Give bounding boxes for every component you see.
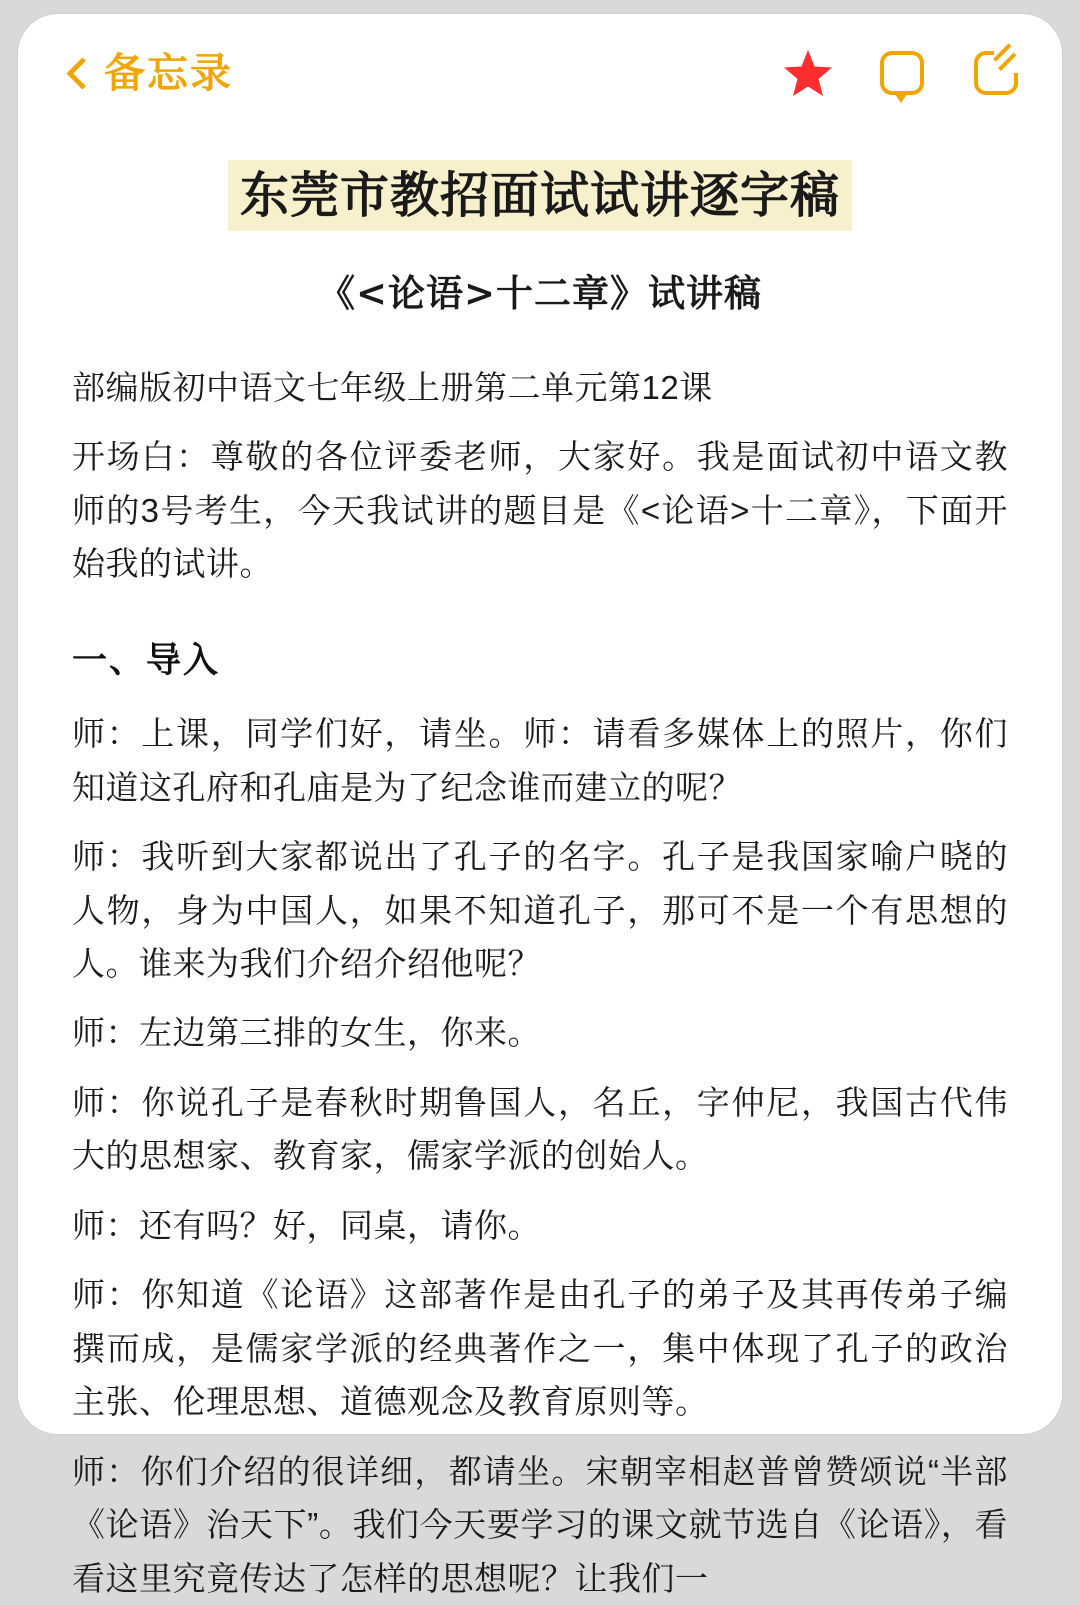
- back-button[interactable]: [64, 49, 233, 96]
- star-icon: [783, 49, 833, 97]
- comment-bubble-icon: [880, 51, 924, 95]
- favorite-button[interactable]: [782, 47, 834, 99]
- paragraph-6: 师：你知道《论语》这部著作是由孔子的弟子及其再传弟子编撰而成，是儒家学派的经典著作之一，集中体现了孔子的政治主张、伦理思想、道德观念及教育原则等。: [72, 1276, 1008, 1421]
- back-button-label: 备忘录: [104, 49, 233, 96]
- paragraph-3: 师：左边第三排的女生，你来。: [72, 1014, 541, 1052]
- paragraph-source: 部编版初中语文七年级上册第二单元第12课: [72, 368, 713, 406]
- paragraph-5: 师：还有吗？好，同桌，请你。: [72, 1206, 541, 1244]
- document-subtitle: 《<论语>十二章》试讲稿: [317, 270, 762, 315]
- share-icon: [974, 51, 1018, 95]
- paragraph-1: 师：上课，同学们好，请坐。师：请看多媒体上的照片，你们知道这孔府和孔庙是为了纪念谁而建立的呢？: [72, 715, 1008, 806]
- note-screen: [18, 14, 1062, 1597]
- top-navigation-bar: [18, 14, 1062, 132]
- note-content: [18, 160, 1062, 1605]
- comment-button[interactable]: [876, 47, 928, 99]
- page-title: 东莞市教招面试试讲逐字稿: [228, 160, 852, 231]
- note-body: [72, 361, 1008, 1605]
- paragraph-opening: 开场白：尊敬的各位评委老师，大家好。我是面试初中语文教师的3号考生，今天我试讲的题目是《<论语>十二章》，下面开始我的试讲。: [72, 438, 1008, 583]
- share-button[interactable]: [970, 47, 1022, 99]
- chevron-left-icon[interactable]: [64, 60, 90, 86]
- document-title-wrap: [72, 160, 1008, 231]
- top-action-group: [782, 47, 1022, 99]
- section-heading-intro: 一、导入: [72, 640, 221, 680]
- paragraph-2: 师：我听到大家都说出了孔子的名字。孔子是我国家喻户晓的人物，身为中国人，如果不知道孔子，那可不是一个有思想的人。谁来为我们介绍介绍他呢？: [72, 838, 1008, 983]
- paragraph-4: 师：你说孔子是春秋时期鲁国人，名丘，字仲尼，我国古代伟大的思想家、教育家，儒家学派的创始人。: [72, 1083, 1008, 1175]
- paragraph-7: 师：你们介绍的很详细，都请坐。宋朝宰相赵普曾赞颂说“半部《论语》治天下”。我们今天要学习的课文就节选自《论语》，看看这里究竟传达了怎样的思想呢？让我们一: [72, 1452, 1008, 1597]
